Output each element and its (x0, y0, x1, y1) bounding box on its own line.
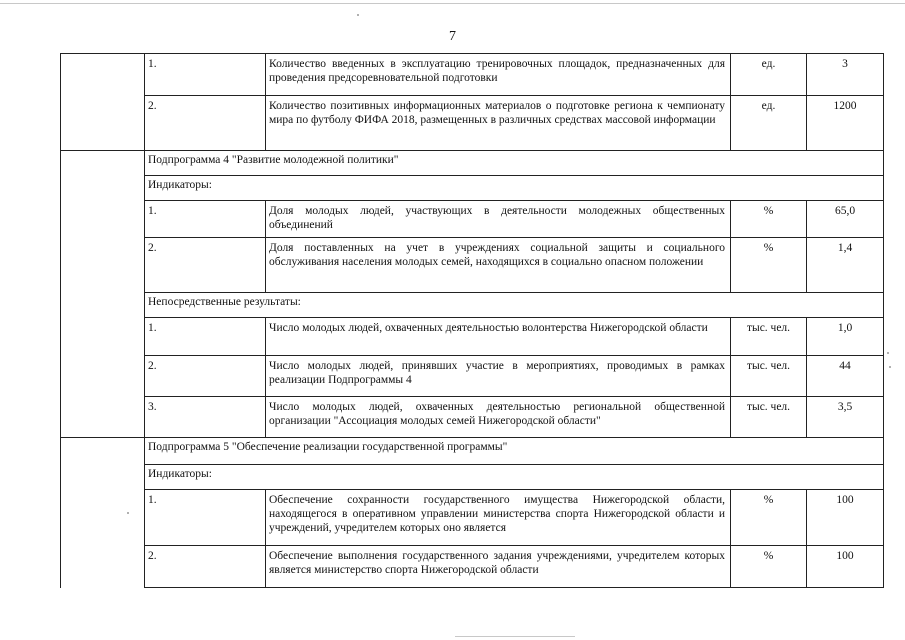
scan-speck (889, 366, 891, 368)
scan-edge-line (0, 3, 905, 4)
table-row (61, 546, 884, 588)
page-number: 7 (449, 29, 456, 44)
value-cell: 3 (807, 54, 884, 96)
indicator-table (60, 53, 884, 588)
section-heading: Подпрограмма 5 "Обеспечение реализации государственной программы" (145, 438, 884, 465)
table-row (61, 96, 884, 151)
table-row (61, 356, 884, 397)
section-heading: Непосредственные результаты: (145, 293, 884, 318)
section-row (61, 151, 884, 176)
indicator-text: Доля поставленных на учет в учреждениях социальной защиты и социального обслуживания населения молодых семей, находящихся в социально опасном положении (266, 238, 731, 293)
unit-cell: % (731, 238, 807, 293)
section-row (61, 465, 884, 490)
row-number: 2. (145, 546, 266, 588)
unit-cell: % (731, 201, 807, 238)
section-heading: Индикаторы: (145, 176, 884, 201)
row-number: 1. (145, 318, 266, 356)
value-cell: 100 (807, 546, 884, 588)
unit-cell: ед. (731, 96, 807, 151)
scan-speck (127, 512, 129, 514)
indicator-text: Количество позитивных информационных материалов о подготовке региона к чемпионату мира по футболу ФИФА 2018, размещенных в различных средствах массовой информации (266, 96, 731, 151)
value-cell: 100 (807, 490, 884, 546)
section-row (61, 438, 884, 465)
unit-cell: % (731, 546, 807, 588)
section-heading: Индикаторы: (145, 465, 884, 490)
value-cell: 1,0 (807, 318, 884, 356)
scan-edge-line (455, 636, 575, 637)
unit-cell: % (731, 490, 807, 546)
indicator-text: Доля молодых людей, участвующих в деятельности молодежных общественных объединений (266, 201, 731, 238)
row-number: 1. (145, 201, 266, 238)
row-number: 2. (145, 356, 266, 397)
row-number: 3. (145, 397, 266, 438)
row-number: 2. (145, 238, 266, 293)
scan-speck (357, 14, 359, 16)
value-cell: 44 (807, 356, 884, 397)
unit-cell: тыс. чел. (731, 397, 807, 438)
value-cell: 1200 (807, 96, 884, 151)
section-heading: Подпрограмма 4 "Развитие молодежной политики" (145, 151, 884, 176)
table-row (61, 54, 884, 96)
indicator-text: Обеспечение сохранности государственного имущества Нижегородской области, находящегося в оперативном управлении министерства спорта Нижегородской области и учреждений, учредителем которых оно является (266, 490, 731, 546)
unit-cell: ед. (731, 54, 807, 96)
indicator-text: Число молодых людей, охваченных деятельностью волонтерства Нижегородской области (266, 318, 731, 356)
unit-cell: тыс. чел. (731, 356, 807, 397)
value-cell: 65,0 (807, 201, 884, 238)
value-cell: 3,5 (807, 397, 884, 438)
group-cell (61, 151, 145, 438)
group-cell (61, 438, 145, 588)
table-row (61, 397, 884, 438)
section-row (61, 293, 884, 318)
section-row (61, 176, 884, 201)
unit-cell: тыс. чел. (731, 318, 807, 356)
row-number: 1. (145, 490, 266, 546)
indicator-text: Число молодых людей, охваченных деятельностью региональной общественной организации "Ассоциация молодых семей Нижегородской области" (266, 397, 731, 438)
value-cell: 1,4 (807, 238, 884, 293)
table-row (61, 490, 884, 546)
table-row (61, 318, 884, 356)
row-number: 2. (145, 96, 266, 151)
indicator-text: Число молодых людей, принявших участие в мероприятиях, проводимых в рамках реализации Подпрограммы 4 (266, 356, 731, 397)
row-number: 1. (145, 54, 266, 96)
table-row (61, 201, 884, 238)
table-row (61, 238, 884, 293)
indicator-text: Количество введенных в эксплуатацию тренировочных площадок, предназначенных для проведения предсоревновательной подготовки (266, 54, 731, 96)
group-cell (61, 54, 145, 151)
scan-speck (887, 352, 889, 354)
indicator-text: Обеспечение выполнения государственного задания учреждениями, учредителем которых является министерство спорта Нижегородской области (266, 546, 731, 588)
